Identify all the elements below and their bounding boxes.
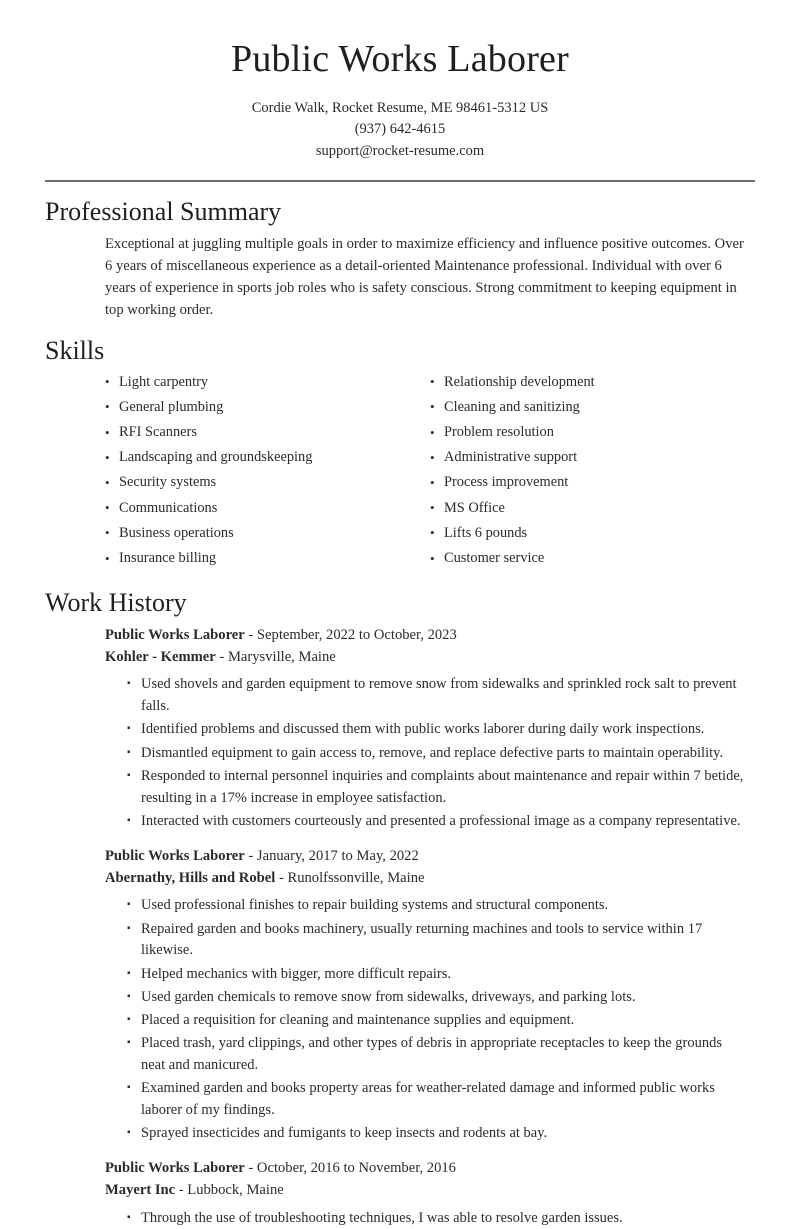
job-company: Kohler - Kemmer xyxy=(105,649,216,666)
list-item: ▪ Responded to internal personnel inquiries and complaints about maintenance and repair within 7 betide, resulting in a 17% increase in employee satisfaction. xyxy=(127,766,745,810)
list-item: • Process improvement xyxy=(430,472,755,494)
job-dates: January, 2017 to May, 2022 xyxy=(256,847,419,864)
job-company-separator: - xyxy=(175,1182,188,1199)
list-item: • Business operations xyxy=(105,523,430,545)
job-company-separator: - xyxy=(215,649,228,666)
job-role: Public Works Laborer xyxy=(105,626,245,643)
list-item: • Administrative support xyxy=(430,447,755,469)
list-item: ▪ Used garden chemicals to remove snow from sidewalks, driveways, and parking lots. xyxy=(127,987,745,1009)
job-company: Abernathy, Hills and Robel xyxy=(105,869,276,886)
job-dates: September, 2022 to October, 2023 xyxy=(256,626,457,643)
work-history-body xyxy=(45,624,755,1229)
professional-summary-text: Exceptional at juggling multiple goals in order to maximize efficiency and influence positive outcomes. Over 6 years of miscellaneous experience as a detail-oriented Maintenance professional. Individual with over 6 years of experience in sports job roles who is safety conscious. Strong commitment to keeping equipment in top working order. xyxy=(105,235,744,319)
contact-phone: (937) 642-4615 xyxy=(354,121,446,138)
list-item: ▪ Examined garden and books property areas for weather-related damage and informed public works laborer of my findings. xyxy=(127,1078,745,1122)
job-bullet-list xyxy=(105,895,755,1145)
work-history-entry xyxy=(105,845,755,1145)
job-role: Public Works Laborer xyxy=(105,1160,245,1177)
job-role-line xyxy=(105,845,755,867)
contact-email: support@rocket-resume.com xyxy=(315,142,485,159)
list-item: • General plumbing xyxy=(105,397,430,419)
list-item: • Security systems xyxy=(105,472,430,494)
job-company: Mayert Inc xyxy=(105,1182,176,1199)
section-title-professional-summary: Professional Summary xyxy=(45,197,282,227)
list-item: ▪ Repaired garden and books machinery, usually returning machines and tools to service within 17 likewise. xyxy=(127,919,745,963)
job-company-line xyxy=(105,867,755,889)
contact-address: Cordie Walk, Rocket Resume, ME 98461-5312 US xyxy=(251,99,549,116)
section-skills xyxy=(45,335,755,573)
skills-list-left xyxy=(105,372,430,570)
skills-list-right xyxy=(430,372,755,570)
list-item: • Communications xyxy=(105,498,430,520)
section-professional-summary xyxy=(45,196,755,321)
list-item: ▪ Through the use of troubleshooting techniques, I was able to resolve garden issues. xyxy=(127,1208,745,1229)
job-location: Lubbock, Maine xyxy=(187,1182,284,1199)
list-item: ▪ Helped mechanics with bigger, more difficult repairs. xyxy=(127,964,745,986)
list-item: • Relationship development xyxy=(430,372,755,394)
list-item: • Light carpentry xyxy=(105,372,430,394)
list-item: ▪ Used professional finishes to repair building systems and structural components. xyxy=(127,895,745,917)
header-divider xyxy=(45,180,755,182)
list-item: ▪ Sprayed insecticides and fumigants to keep insects and rodents at bay. xyxy=(127,1123,745,1145)
job-location: Marysville, Maine xyxy=(227,649,336,666)
section-title-work-history: Work History xyxy=(45,588,187,618)
professional-summary-body xyxy=(45,233,755,322)
job-role-separator: - xyxy=(244,847,257,864)
list-item: ▪ Dismantled equipment to gain access to, remove, and replace defective parts to maintain operability. xyxy=(127,743,745,765)
page-title: Public Works Laborer xyxy=(231,38,569,80)
list-item: • Problem resolution xyxy=(430,422,755,444)
section-title-skills: Skills xyxy=(45,336,105,366)
job-role-separator: - xyxy=(244,626,257,643)
job-company-line xyxy=(105,646,755,668)
job-role-line xyxy=(105,624,755,646)
list-item: • RFI Scanners xyxy=(105,422,430,444)
skills-column-right xyxy=(430,372,755,574)
list-item: • Insurance billing xyxy=(105,548,430,570)
list-item: ▪ Identified problems and discussed them with public works laborer during daily work inspections. xyxy=(127,719,745,741)
list-item: • MS Office xyxy=(430,498,755,520)
list-item: • Customer service xyxy=(430,548,755,570)
job-company-line xyxy=(105,1179,755,1201)
list-item: ▪ Used shovels and garden equipment to remove snow from sidewalks and sprinkled rock salt to prevent falls. xyxy=(127,674,745,718)
list-item: ▪ Placed trash, yard clippings, and other types of debris in appropriate receptacles to keep the grounds neat and manicured. xyxy=(127,1033,745,1077)
work-history-entry xyxy=(105,624,755,833)
contact-block xyxy=(45,98,755,162)
job-role-line xyxy=(105,1157,755,1179)
skills-column-left xyxy=(105,372,430,574)
section-work-history xyxy=(45,587,755,1229)
job-company-separator: - xyxy=(275,869,288,886)
work-history-entry xyxy=(105,1157,755,1229)
job-bullet-list xyxy=(105,674,755,832)
list-item: • Lifts 6 pounds xyxy=(430,523,755,545)
job-role: Public Works Laborer xyxy=(105,847,245,864)
list-item: • Cleaning and sanitizing xyxy=(430,397,755,419)
list-item: ▪ Placed a requisition for cleaning and maintenance supplies and equipment. xyxy=(127,1010,745,1032)
job-location: Runolfssonville, Maine xyxy=(287,869,425,886)
skills-body xyxy=(45,372,755,574)
list-item: ▪ Interacted with customers courteously and presented a professional image as a company representative. xyxy=(127,811,745,833)
job-dates: October, 2016 to November, 2016 xyxy=(256,1160,456,1177)
job-role-separator: - xyxy=(244,1160,257,1177)
job-bullet-list xyxy=(105,1208,755,1229)
list-item: • Landscaping and groundskeeping xyxy=(105,447,430,469)
